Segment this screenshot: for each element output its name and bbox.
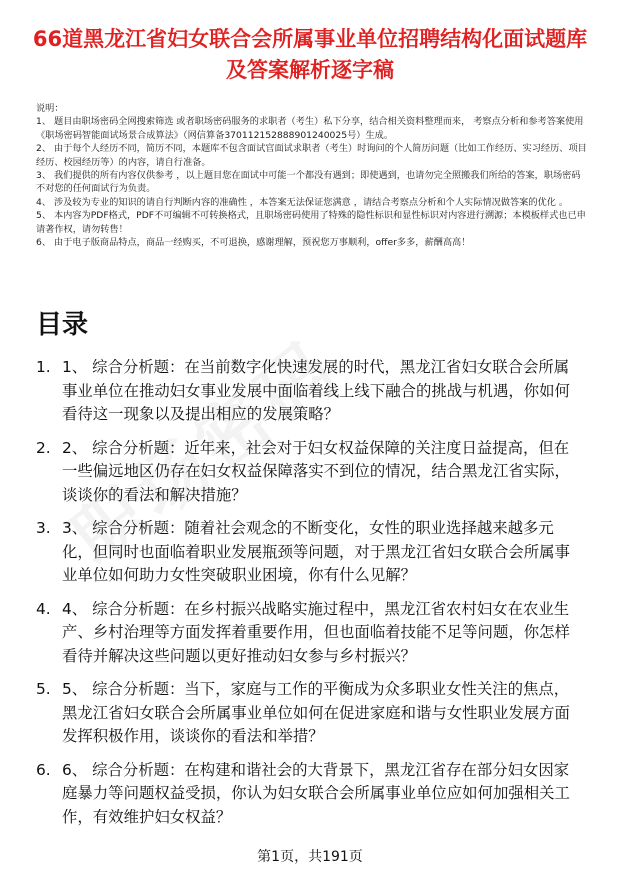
- notes-heading: 说明：: [36, 103, 64, 114]
- toc-item[interactable]: [36, 678, 584, 749]
- toc-item[interactable]: [36, 437, 584, 508]
- toc-item-text[interactable]: 1、 综合分析题：在当前数字化快速发展的时代，黑龙江省妇女联合会所属事业单位在推动妇女事业发展中面临着线上线下融合的挑战与机遇，你如何看待这一现象以及提出相应的发展策略？: [62, 358, 570, 423]
- note-item: 2、 由于每个人经历不同，简历不同，本题库不包含面试官面试求职者（考生）时询问的个人简历问题（比如工作经历、实习经历、项目经历、校园经历等）的内容，请自行准备。: [36, 143, 587, 168]
- toc-item-text[interactable]: 2、 综合分析题：近年来，社会对于妇女权益保障的关注度日益提高，但在一些偏远地区仍存在妇女权益保障落实不到位的情况，结合黑龙江省实际，谈谈你的看法和解决措施？: [62, 438, 570, 504]
- note-item: 4、 涉及较为专业的知识的请自行判断内容的准确性 ，本答案无法保证您满意 ，请结合考察点分析和个人实际情况做答案的优化 。: [36, 196, 569, 208]
- toc-item-text[interactable]: 4、 综合分析题：在乡村振兴战略实施过程中，黑龙江省农村妇女在农业生产、乡村治理等方面发挥着重要作用，但也面临着技能不足等问题，你怎样看待并解决这些问题以更好推动妇女参与乡村振兴？: [62, 599, 570, 665]
- note-item: 6、 由于电子版商品特点，商品一经购买，不可退换，感谢理解，预祝您万事顺利，offer多多，薪酬高高！: [36, 237, 471, 249]
- toc-item-text[interactable]: 3、 综合分析题：随着社会观念的不断变化，女性的职业选择越来越多元化，但同时也面临着职业发展瓶颈等问题，对于黑龙江省妇女联合会所属事业单位如何助力女性突破职业困境，你有什么见解？: [62, 519, 570, 584]
- toc-item-number: 1.: [36, 358, 51, 376]
- document-title: 66道黑龙江省妇女联合会所属事业单位招聘结构化面试题库及答案解析逐字稿: [32, 27, 588, 82]
- toc-item[interactable]: [36, 598, 584, 669]
- toc-item-number: 4.: [36, 599, 51, 618]
- toc-heading: 目录: [36, 310, 89, 340]
- toc-item[interactable]: [36, 517, 584, 588]
- toc-item-number: 5.: [36, 680, 51, 698]
- toc-item-number: 2.: [36, 438, 51, 457]
- toc-item[interactable]: [36, 759, 584, 830]
- notes-section: [36, 102, 588, 249]
- note-item: 1、 题目由职场密码全网搜索筛选 或者职场密码服务的求职者（考生）私下分享，结合相关资料整理而来， 考察点分析和参考答案使用《职场密码智能面试场景合成算法》（网信算备370112152888901240025号）生成。: [36, 116, 584, 141]
- toc-item-number: 3.: [36, 519, 51, 537]
- toc-item-number: 6.: [36, 760, 51, 779]
- toc-item[interactable]: [36, 356, 584, 427]
- toc-item-text[interactable]: 5、 综合分析题：当下，家庭与工作的平衡成为众多职业女性关注的焦点，黑龙江省妇女联合会所属事业单位如何在促进家庭和谐与女性职业发展方面发挥积极作用，谈谈你的看法和举措？: [62, 680, 570, 745]
- toc-list: [36, 356, 584, 839]
- note-item: 5、 本内容为PDF格式，PDF不可编辑不可转换格式，且职场密码使用了特殊的隐性标识和显性标识对内容进行溯源；本模板样式也已申请著作权，请勿转售！: [36, 210, 586, 235]
- toc-item-text[interactable]: 6、 综合分析题：在构建和谐社会的大背景下，黑龙江省存在部分妇女因家庭暴力等问题权益受损，你认为妇女联合会所属事业单位应如何加强相关工作，有效维护妇女权益？: [62, 760, 570, 826]
- note-item: 3、 我们提供的所有内容仅供参考 ，以上题目您在面试中可能一个都没有遇到；即使遇到，也请勿完全照搬我们所给的答案，职场密码不对您的任何面试行为负责。: [36, 170, 581, 195]
- page-footer: 第1页，共191页: [257, 849, 363, 865]
